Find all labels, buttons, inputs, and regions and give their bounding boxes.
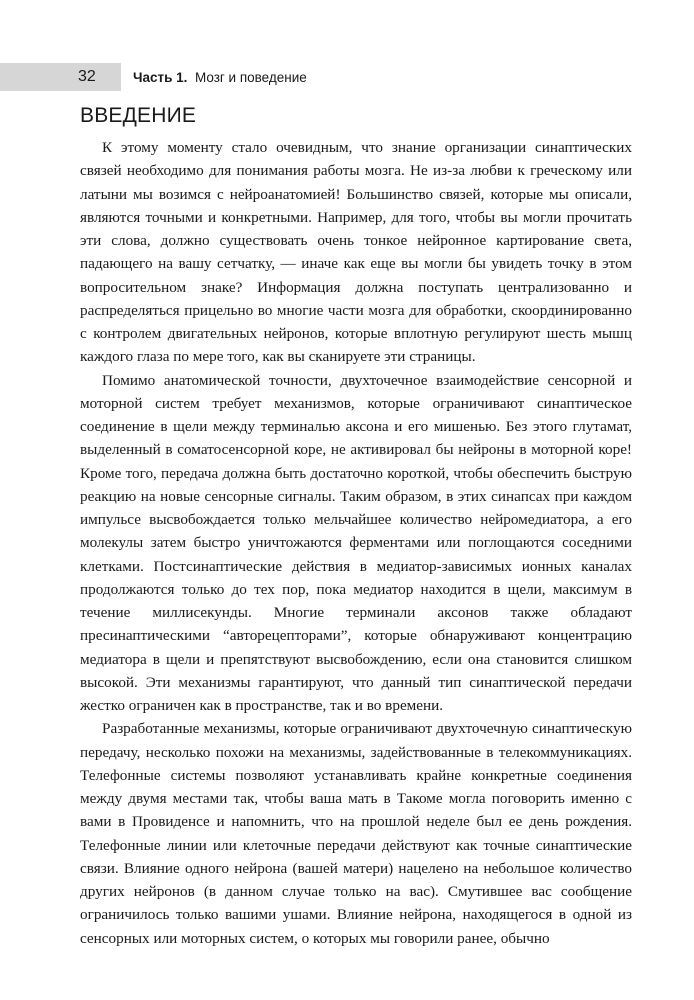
paragraph-3: Разработанные механизмы, которые ограничивают двухточечную синаптическую передачу, несколько похожи на механизмы, задействованные в телекоммуникациях. Телефонные системы позволяют устанавливать крайне конкретные соединения между двумя местами так, чтобы ваша мать в Такоме могла поговорить именно с вами в Провиденсе и напомнить, что на прошлой неделе был ее день рождения. Телефонные линии или клеточные передачи действуют как точные синаптические связи. Влияние одного нейрона (вашей матери) нацелено на небольшое количество других нейронов (в данном случае только на вас). Смутившее вас сообщение ограничилось только вашими ушами. Влияние нейрона, находящегося в одной из сенсорных или моторных систем, о которых мы говорили ранее, обычно xyxy=(80,720,632,947)
part-title: Мозг и поведение xyxy=(194,70,307,85)
section-title: ВВЕДЕНИЕ xyxy=(80,104,197,127)
part-label: Часть 1. xyxy=(133,70,188,85)
part-heading xyxy=(133,69,307,87)
paragraph-1: К этому моменту стало очевидным, что знание организации синаптических связей необходимо для понимания работы мозга. Не из-за любви к греческому или латыни мы возимся с нейроанатомией! Большинство связей, которые мы описали, являются точными и конкретными. Например, для того, чтобы вы могли прочитать эти слова, должно существовать очень тонкое нейронное картирование света, падающего на вашу сетчатку, — иначе как еще вы могли бы увидеть точку в этом вопросительном знаке? Информация должна поступать централизованно и распределяться прицельно во многие части мозга для обработки, скоординированно с контролем двигательных нейронов, которые вплотную регулируют шесть мышц каждого глаза по мере того, как вы сканируете эти страницы. xyxy=(80,139,632,366)
header-band xyxy=(0,63,121,91)
paragraph-2: Помимо анатомической точности, двухточечное взаимодействие сенсорной и моторной систем требует механизмов, которые ограничивают синаптическое соединение в щели между терминалью аксона и его мишенью. Без этого глутамат, выделенный в соматосенсорной коре, не активировал бы нейроны в моторной коре! Кроме того, передача должна быть достаточно короткой, чтобы обеспечить быструю реакцию на новые сенсорные сигналы. Таким образом, в этих синапсах при каждом импульсе высвобождается только мельчайшее количество нейромедиатора, а его молекулы затем быстро уничтожаются ферментами или поглощаются соседними клетками. Постсинаптические действия в медиатор-зависимых ионных каналах продолжаются только до тех пор, пока медиатор находится в щели, максимум в течение миллисекунды. Многие терминали аксонов также обладают пресинаптическими “авторецепторами”, которые обнаруживают концентрацию медиатора в щели и препятствуют высвобождению, если она становится слишком высокой. Эти механизмы гарантируют, что данный тип синаптической передачи жестко ограничен как в пространстве, так и во времени. xyxy=(80,371,632,714)
running-header xyxy=(0,63,694,91)
page-number: 32 xyxy=(78,68,96,85)
body-text xyxy=(80,136,632,950)
